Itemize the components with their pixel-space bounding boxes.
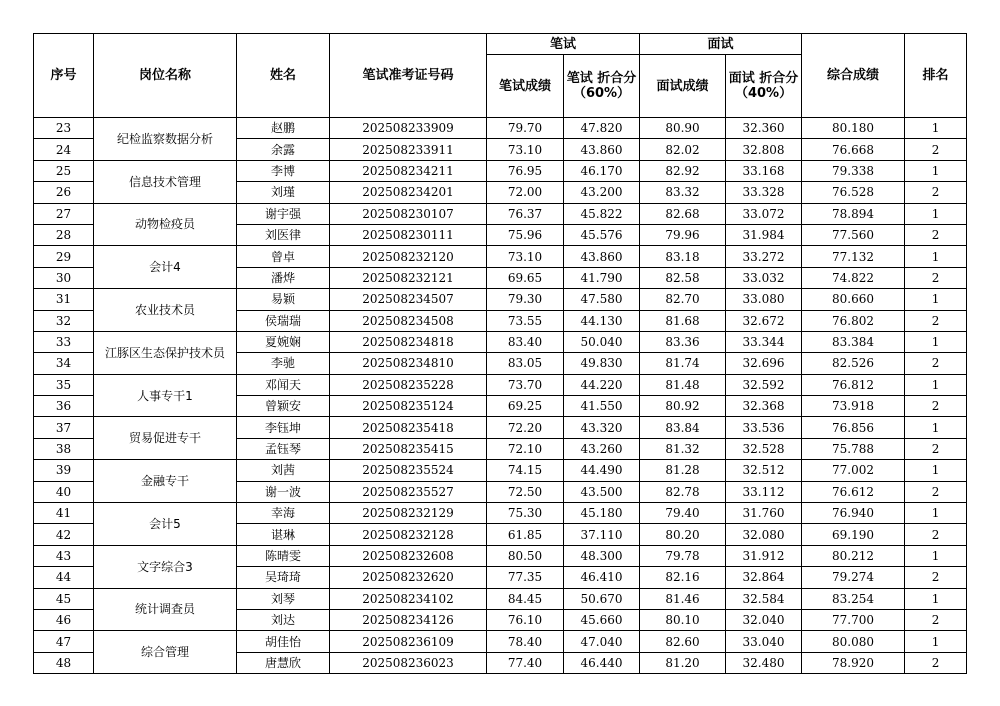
cell-position: 文字综合3 bbox=[94, 545, 237, 588]
cell-rank: 2 bbox=[905, 353, 967, 374]
cell-interview-weighted: 32.480 bbox=[726, 652, 802, 673]
cell-total: 80.180 bbox=[802, 118, 905, 139]
cell-rank: 2 bbox=[905, 524, 967, 545]
header-exam-id: 笔试准考证号码 bbox=[330, 34, 487, 118]
cell-written-score: 76.37 bbox=[487, 203, 564, 224]
cell-total: 78.894 bbox=[802, 203, 905, 224]
cell-name: 刘达 bbox=[237, 609, 330, 630]
cell-total: 79.338 bbox=[802, 160, 905, 181]
cell-name: 侯瑞瑞 bbox=[237, 310, 330, 331]
cell-total: 76.668 bbox=[802, 139, 905, 160]
cell-position: 信息技术管理 bbox=[94, 160, 237, 203]
cell-position: 会计5 bbox=[94, 503, 237, 546]
cell-exam-id: 202508234508 bbox=[330, 310, 487, 331]
cell-written-weighted: 47.040 bbox=[564, 631, 640, 652]
cell-written-score: 76.10 bbox=[487, 609, 564, 630]
header-written-score: 笔试成绩 bbox=[487, 55, 564, 118]
table-row bbox=[34, 417, 967, 438]
cell-interview-score: 81.32 bbox=[640, 438, 726, 459]
cell-written-weighted: 43.860 bbox=[564, 139, 640, 160]
cell-total: 76.940 bbox=[802, 503, 905, 524]
cell-rank: 1 bbox=[905, 160, 967, 181]
cell-written-weighted: 43.260 bbox=[564, 438, 640, 459]
cell-interview-score: 83.36 bbox=[640, 331, 726, 352]
table-row bbox=[34, 503, 967, 524]
cell-exam-id: 202508235418 bbox=[330, 417, 487, 438]
cell-name: 孟钰琴 bbox=[237, 438, 330, 459]
cell-written-weighted: 49.830 bbox=[564, 353, 640, 374]
cell-exam-id: 202508235415 bbox=[330, 438, 487, 459]
cell-name: 曾颖安 bbox=[237, 396, 330, 417]
cell-name: 刘琴 bbox=[237, 588, 330, 609]
cell-total: 83.254 bbox=[802, 588, 905, 609]
cell-exam-id: 202508230107 bbox=[330, 203, 487, 224]
cell-name: 赵鹏 bbox=[237, 118, 330, 139]
cell-written-score: 83.40 bbox=[487, 331, 564, 352]
cell-exam-id: 202508232121 bbox=[330, 267, 487, 288]
cell-written-weighted: 45.576 bbox=[564, 224, 640, 245]
cell-name: 李博 bbox=[237, 160, 330, 181]
cell-total: 77.002 bbox=[802, 460, 905, 481]
cell-total: 77.132 bbox=[802, 246, 905, 267]
cell-rank: 2 bbox=[905, 567, 967, 588]
cell-name: 余露 bbox=[237, 139, 330, 160]
cell-written-score: 75.96 bbox=[487, 224, 564, 245]
cell-position: 贸易促进专干 bbox=[94, 417, 237, 460]
cell-seq: 45 bbox=[34, 588, 94, 609]
cell-total: 80.212 bbox=[802, 545, 905, 566]
cell-written-score: 69.25 bbox=[487, 396, 564, 417]
cell-interview-weighted: 33.112 bbox=[726, 481, 802, 502]
cell-interview-score: 83.84 bbox=[640, 417, 726, 438]
cell-written-weighted: 46.410 bbox=[564, 567, 640, 588]
cell-position: 会计4 bbox=[94, 246, 237, 289]
cell-seq: 35 bbox=[34, 374, 94, 395]
cell-interview-score: 83.18 bbox=[640, 246, 726, 267]
cell-name: 刘茜 bbox=[237, 460, 330, 481]
cell-interview-score: 82.16 bbox=[640, 567, 726, 588]
cell-written-weighted: 45.822 bbox=[564, 203, 640, 224]
cell-interview-weighted: 32.584 bbox=[726, 588, 802, 609]
cell-written-score: 84.45 bbox=[487, 588, 564, 609]
cell-seq: 48 bbox=[34, 652, 94, 673]
cell-rank: 1 bbox=[905, 545, 967, 566]
cell-rank: 2 bbox=[905, 652, 967, 673]
cell-interview-score: 80.92 bbox=[640, 396, 726, 417]
cell-interview-weighted: 32.808 bbox=[726, 139, 802, 160]
cell-exam-id: 202508234818 bbox=[330, 331, 487, 352]
cell-interview-score: 82.78 bbox=[640, 481, 726, 502]
table-body bbox=[34, 118, 967, 674]
cell-interview-score: 83.32 bbox=[640, 182, 726, 203]
cell-total: 76.812 bbox=[802, 374, 905, 395]
cell-total: 77.700 bbox=[802, 609, 905, 630]
cell-seq: 36 bbox=[34, 396, 94, 417]
cell-written-weighted: 43.860 bbox=[564, 246, 640, 267]
cell-name: 谢宇强 bbox=[237, 203, 330, 224]
cell-written-score: 73.10 bbox=[487, 139, 564, 160]
cell-written-weighted: 46.170 bbox=[564, 160, 640, 181]
cell-seq: 43 bbox=[34, 545, 94, 566]
cell-exam-id: 202508236109 bbox=[330, 631, 487, 652]
cell-interview-score: 82.68 bbox=[640, 203, 726, 224]
cell-written-score: 61.85 bbox=[487, 524, 564, 545]
cell-exam-id: 202508233911 bbox=[330, 139, 487, 160]
cell-rank: 2 bbox=[905, 438, 967, 459]
cell-interview-weighted: 32.080 bbox=[726, 524, 802, 545]
cell-seq: 27 bbox=[34, 203, 94, 224]
cell-rank: 2 bbox=[905, 609, 967, 630]
cell-position: 人事专干1 bbox=[94, 374, 237, 417]
cell-written-weighted: 44.130 bbox=[564, 310, 640, 331]
cell-name: 谌琳 bbox=[237, 524, 330, 545]
header-name: 姓名 bbox=[237, 34, 330, 118]
cell-total: 79.274 bbox=[802, 567, 905, 588]
cell-seq: 33 bbox=[34, 331, 94, 352]
cell-written-score: 79.70 bbox=[487, 118, 564, 139]
cell-interview-score: 79.96 bbox=[640, 224, 726, 245]
table-row bbox=[34, 203, 967, 224]
cell-total: 83.384 bbox=[802, 331, 905, 352]
cell-seq: 26 bbox=[34, 182, 94, 203]
score-table bbox=[33, 33, 967, 674]
header-rank: 排名 bbox=[905, 34, 967, 118]
cell-interview-weighted: 32.696 bbox=[726, 353, 802, 374]
cell-written-score: 73.10 bbox=[487, 246, 564, 267]
cell-interview-weighted: 33.328 bbox=[726, 182, 802, 203]
cell-interview-score: 82.60 bbox=[640, 631, 726, 652]
cell-interview-weighted: 33.536 bbox=[726, 417, 802, 438]
cell-written-weighted: 44.490 bbox=[564, 460, 640, 481]
cell-position: 纪检监察数据分析 bbox=[94, 118, 237, 161]
cell-position: 江豚区生态保护技术员 bbox=[94, 331, 237, 374]
cell-rank: 2 bbox=[905, 396, 967, 417]
header-position: 岗位名称 bbox=[94, 34, 237, 118]
cell-interview-score: 81.20 bbox=[640, 652, 726, 673]
cell-written-weighted: 43.500 bbox=[564, 481, 640, 502]
cell-exam-id: 202508230111 bbox=[330, 224, 487, 245]
cell-interview-score: 81.28 bbox=[640, 460, 726, 481]
cell-rank: 2 bbox=[905, 182, 967, 203]
cell-exam-id: 202508234201 bbox=[330, 182, 487, 203]
table-header bbox=[34, 34, 967, 118]
cell-written-score: 80.50 bbox=[487, 545, 564, 566]
cell-seq: 37 bbox=[34, 417, 94, 438]
cell-rank: 1 bbox=[905, 118, 967, 139]
cell-rank: 1 bbox=[905, 331, 967, 352]
cell-rank: 2 bbox=[905, 139, 967, 160]
cell-written-weighted: 45.660 bbox=[564, 609, 640, 630]
table-row bbox=[34, 118, 967, 139]
cell-written-weighted: 41.790 bbox=[564, 267, 640, 288]
cell-interview-weighted: 33.072 bbox=[726, 203, 802, 224]
cell-name: 邓闻天 bbox=[237, 374, 330, 395]
cell-interview-score: 81.68 bbox=[640, 310, 726, 331]
cell-written-score: 72.20 bbox=[487, 417, 564, 438]
cell-rank: 1 bbox=[905, 631, 967, 652]
cell-exam-id: 202508235124 bbox=[330, 396, 487, 417]
cell-rank: 1 bbox=[905, 289, 967, 310]
cell-seq: 23 bbox=[34, 118, 94, 139]
cell-total: 78.920 bbox=[802, 652, 905, 673]
cell-seq: 32 bbox=[34, 310, 94, 331]
cell-written-weighted: 41.550 bbox=[564, 396, 640, 417]
cell-exam-id: 202508235228 bbox=[330, 374, 487, 395]
cell-written-score: 77.35 bbox=[487, 567, 564, 588]
cell-exam-id: 202508234102 bbox=[330, 588, 487, 609]
cell-seq: 24 bbox=[34, 139, 94, 160]
cell-total: 82.526 bbox=[802, 353, 905, 374]
cell-total: 80.660 bbox=[802, 289, 905, 310]
cell-interview-weighted: 32.512 bbox=[726, 460, 802, 481]
cell-written-weighted: 43.200 bbox=[564, 182, 640, 203]
cell-exam-id: 202508234507 bbox=[330, 289, 487, 310]
cell-interview-weighted: 32.672 bbox=[726, 310, 802, 331]
cell-name: 胡佳怡 bbox=[237, 631, 330, 652]
cell-name: 李钰坤 bbox=[237, 417, 330, 438]
cell-name: 唐慧欣 bbox=[237, 652, 330, 673]
cell-seq: 41 bbox=[34, 503, 94, 524]
cell-interview-weighted: 33.344 bbox=[726, 331, 802, 352]
cell-rank: 2 bbox=[905, 267, 967, 288]
cell-rank: 1 bbox=[905, 374, 967, 395]
cell-interview-weighted: 33.272 bbox=[726, 246, 802, 267]
cell-position: 综合管理 bbox=[94, 631, 237, 674]
cell-written-weighted: 50.040 bbox=[564, 331, 640, 352]
cell-exam-id: 202508234211 bbox=[330, 160, 487, 181]
cell-name: 刘瑾 bbox=[237, 182, 330, 203]
cell-interview-score: 80.90 bbox=[640, 118, 726, 139]
cell-written-weighted: 45.180 bbox=[564, 503, 640, 524]
cell-interview-weighted: 33.080 bbox=[726, 289, 802, 310]
cell-name: 易颖 bbox=[237, 289, 330, 310]
cell-rank: 2 bbox=[905, 224, 967, 245]
cell-total: 75.788 bbox=[802, 438, 905, 459]
cell-written-weighted: 48.300 bbox=[564, 545, 640, 566]
table-row bbox=[34, 545, 967, 566]
cell-interview-weighted: 31.760 bbox=[726, 503, 802, 524]
table-row bbox=[34, 588, 967, 609]
cell-interview-weighted: 32.040 bbox=[726, 609, 802, 630]
cell-interview-weighted: 33.032 bbox=[726, 267, 802, 288]
cell-exam-id: 202508236023 bbox=[330, 652, 487, 673]
cell-seq: 47 bbox=[34, 631, 94, 652]
table-row bbox=[34, 374, 967, 395]
header-interview-group: 面试 bbox=[640, 34, 802, 55]
cell-total: 69.190 bbox=[802, 524, 905, 545]
cell-seq: 46 bbox=[34, 609, 94, 630]
cell-position: 农业技术员 bbox=[94, 289, 237, 332]
cell-written-score: 75.30 bbox=[487, 503, 564, 524]
cell-position: 统计调查员 bbox=[94, 588, 237, 631]
cell-interview-weighted: 32.864 bbox=[726, 567, 802, 588]
table-row bbox=[34, 246, 967, 267]
cell-interview-weighted: 31.984 bbox=[726, 224, 802, 245]
cell-total: 76.802 bbox=[802, 310, 905, 331]
cell-interview-weighted: 31.912 bbox=[726, 545, 802, 566]
cell-rank: 1 bbox=[905, 460, 967, 481]
cell-written-weighted: 43.320 bbox=[564, 417, 640, 438]
cell-interview-weighted: 33.040 bbox=[726, 631, 802, 652]
cell-name: 李驰 bbox=[237, 353, 330, 374]
cell-seq: 30 bbox=[34, 267, 94, 288]
cell-written-score: 74.15 bbox=[487, 460, 564, 481]
cell-written-score: 69.65 bbox=[487, 267, 564, 288]
cell-rank: 2 bbox=[905, 310, 967, 331]
cell-rank: 2 bbox=[905, 481, 967, 502]
cell-total: 76.612 bbox=[802, 481, 905, 502]
cell-interview-weighted: 32.592 bbox=[726, 374, 802, 395]
cell-total: 74.822 bbox=[802, 267, 905, 288]
cell-rank: 1 bbox=[905, 503, 967, 524]
header-interview-score: 面试成绩 bbox=[640, 55, 726, 118]
cell-exam-id: 202508232120 bbox=[330, 246, 487, 267]
cell-written-score: 73.55 bbox=[487, 310, 564, 331]
table-row bbox=[34, 460, 967, 481]
cell-exam-id: 202508235527 bbox=[330, 481, 487, 502]
cell-total: 80.080 bbox=[802, 631, 905, 652]
cell-exam-id: 202508233909 bbox=[330, 118, 487, 139]
cell-interview-score: 79.78 bbox=[640, 545, 726, 566]
cell-exam-id: 202508232608 bbox=[330, 545, 487, 566]
cell-written-score: 77.40 bbox=[487, 652, 564, 673]
cell-seq: 42 bbox=[34, 524, 94, 545]
cell-seq: 38 bbox=[34, 438, 94, 459]
header-total: 综合成绩 bbox=[802, 34, 905, 118]
cell-seq: 25 bbox=[34, 160, 94, 181]
cell-interview-score: 82.58 bbox=[640, 267, 726, 288]
cell-interview-score: 80.20 bbox=[640, 524, 726, 545]
cell-written-score: 79.30 bbox=[487, 289, 564, 310]
cell-exam-id: 202508234126 bbox=[330, 609, 487, 630]
table-row bbox=[34, 160, 967, 181]
cell-total: 77.560 bbox=[802, 224, 905, 245]
cell-interview-score: 82.02 bbox=[640, 139, 726, 160]
table-row bbox=[34, 289, 967, 310]
cell-seq: 40 bbox=[34, 481, 94, 502]
cell-written-weighted: 47.820 bbox=[564, 118, 640, 139]
cell-seq: 39 bbox=[34, 460, 94, 481]
cell-exam-id: 202508232620 bbox=[330, 567, 487, 588]
cell-name: 刘医律 bbox=[237, 224, 330, 245]
cell-interview-score: 82.92 bbox=[640, 160, 726, 181]
cell-written-score: 72.10 bbox=[487, 438, 564, 459]
table-row bbox=[34, 331, 967, 352]
cell-written-score: 83.05 bbox=[487, 353, 564, 374]
cell-rank: 1 bbox=[905, 417, 967, 438]
cell-total: 73.918 bbox=[802, 396, 905, 417]
cell-rank: 1 bbox=[905, 203, 967, 224]
cell-interview-weighted: 32.368 bbox=[726, 396, 802, 417]
cell-interview-score: 81.46 bbox=[640, 588, 726, 609]
cell-name: 幸海 bbox=[237, 503, 330, 524]
cell-written-score: 73.70 bbox=[487, 374, 564, 395]
cell-name: 谢一波 bbox=[237, 481, 330, 502]
cell-written-weighted: 44.220 bbox=[564, 374, 640, 395]
header-seq: 序号 bbox=[34, 34, 94, 118]
cell-exam-id: 202508235524 bbox=[330, 460, 487, 481]
cell-name: 陈晴雯 bbox=[237, 545, 330, 566]
cell-exam-id: 202508234810 bbox=[330, 353, 487, 374]
table-row bbox=[34, 631, 967, 652]
cell-exam-id: 202508232128 bbox=[330, 524, 487, 545]
cell-written-score: 72.50 bbox=[487, 481, 564, 502]
cell-interview-score: 81.74 bbox=[640, 353, 726, 374]
cell-total: 76.528 bbox=[802, 182, 905, 203]
cell-position: 动物检疫员 bbox=[94, 203, 237, 246]
cell-seq: 29 bbox=[34, 246, 94, 267]
cell-exam-id: 202508232129 bbox=[330, 503, 487, 524]
cell-name: 曾卓 bbox=[237, 246, 330, 267]
cell-rank: 1 bbox=[905, 588, 967, 609]
header-interview-weighted: 面试 折合分 （40%） bbox=[726, 55, 802, 118]
cell-seq: 28 bbox=[34, 224, 94, 245]
cell-interview-score: 81.48 bbox=[640, 374, 726, 395]
cell-total: 76.856 bbox=[802, 417, 905, 438]
cell-written-score: 72.00 bbox=[487, 182, 564, 203]
cell-interview-score: 82.70 bbox=[640, 289, 726, 310]
cell-name: 夏婉娴 bbox=[237, 331, 330, 352]
cell-seq: 44 bbox=[34, 567, 94, 588]
cell-interview-score: 80.10 bbox=[640, 609, 726, 630]
cell-interview-score: 79.40 bbox=[640, 503, 726, 524]
cell-position: 金融专干 bbox=[94, 460, 237, 503]
cell-seq: 34 bbox=[34, 353, 94, 374]
cell-interview-weighted: 33.168 bbox=[726, 160, 802, 181]
cell-written-weighted: 37.110 bbox=[564, 524, 640, 545]
cell-written-weighted: 50.670 bbox=[564, 588, 640, 609]
cell-rank: 1 bbox=[905, 246, 967, 267]
cell-name: 潘烨 bbox=[237, 267, 330, 288]
cell-interview-weighted: 32.528 bbox=[726, 438, 802, 459]
cell-written-weighted: 47.580 bbox=[564, 289, 640, 310]
header-written-group: 笔试 bbox=[487, 34, 640, 55]
cell-written-score: 76.95 bbox=[487, 160, 564, 181]
cell-interview-weighted: 32.360 bbox=[726, 118, 802, 139]
cell-seq: 31 bbox=[34, 289, 94, 310]
header-written-weighted: 笔试 折合分 （60%） bbox=[564, 55, 640, 118]
cell-name: 吴琦琦 bbox=[237, 567, 330, 588]
cell-written-weighted: 46.440 bbox=[564, 652, 640, 673]
cell-written-score: 78.40 bbox=[487, 631, 564, 652]
